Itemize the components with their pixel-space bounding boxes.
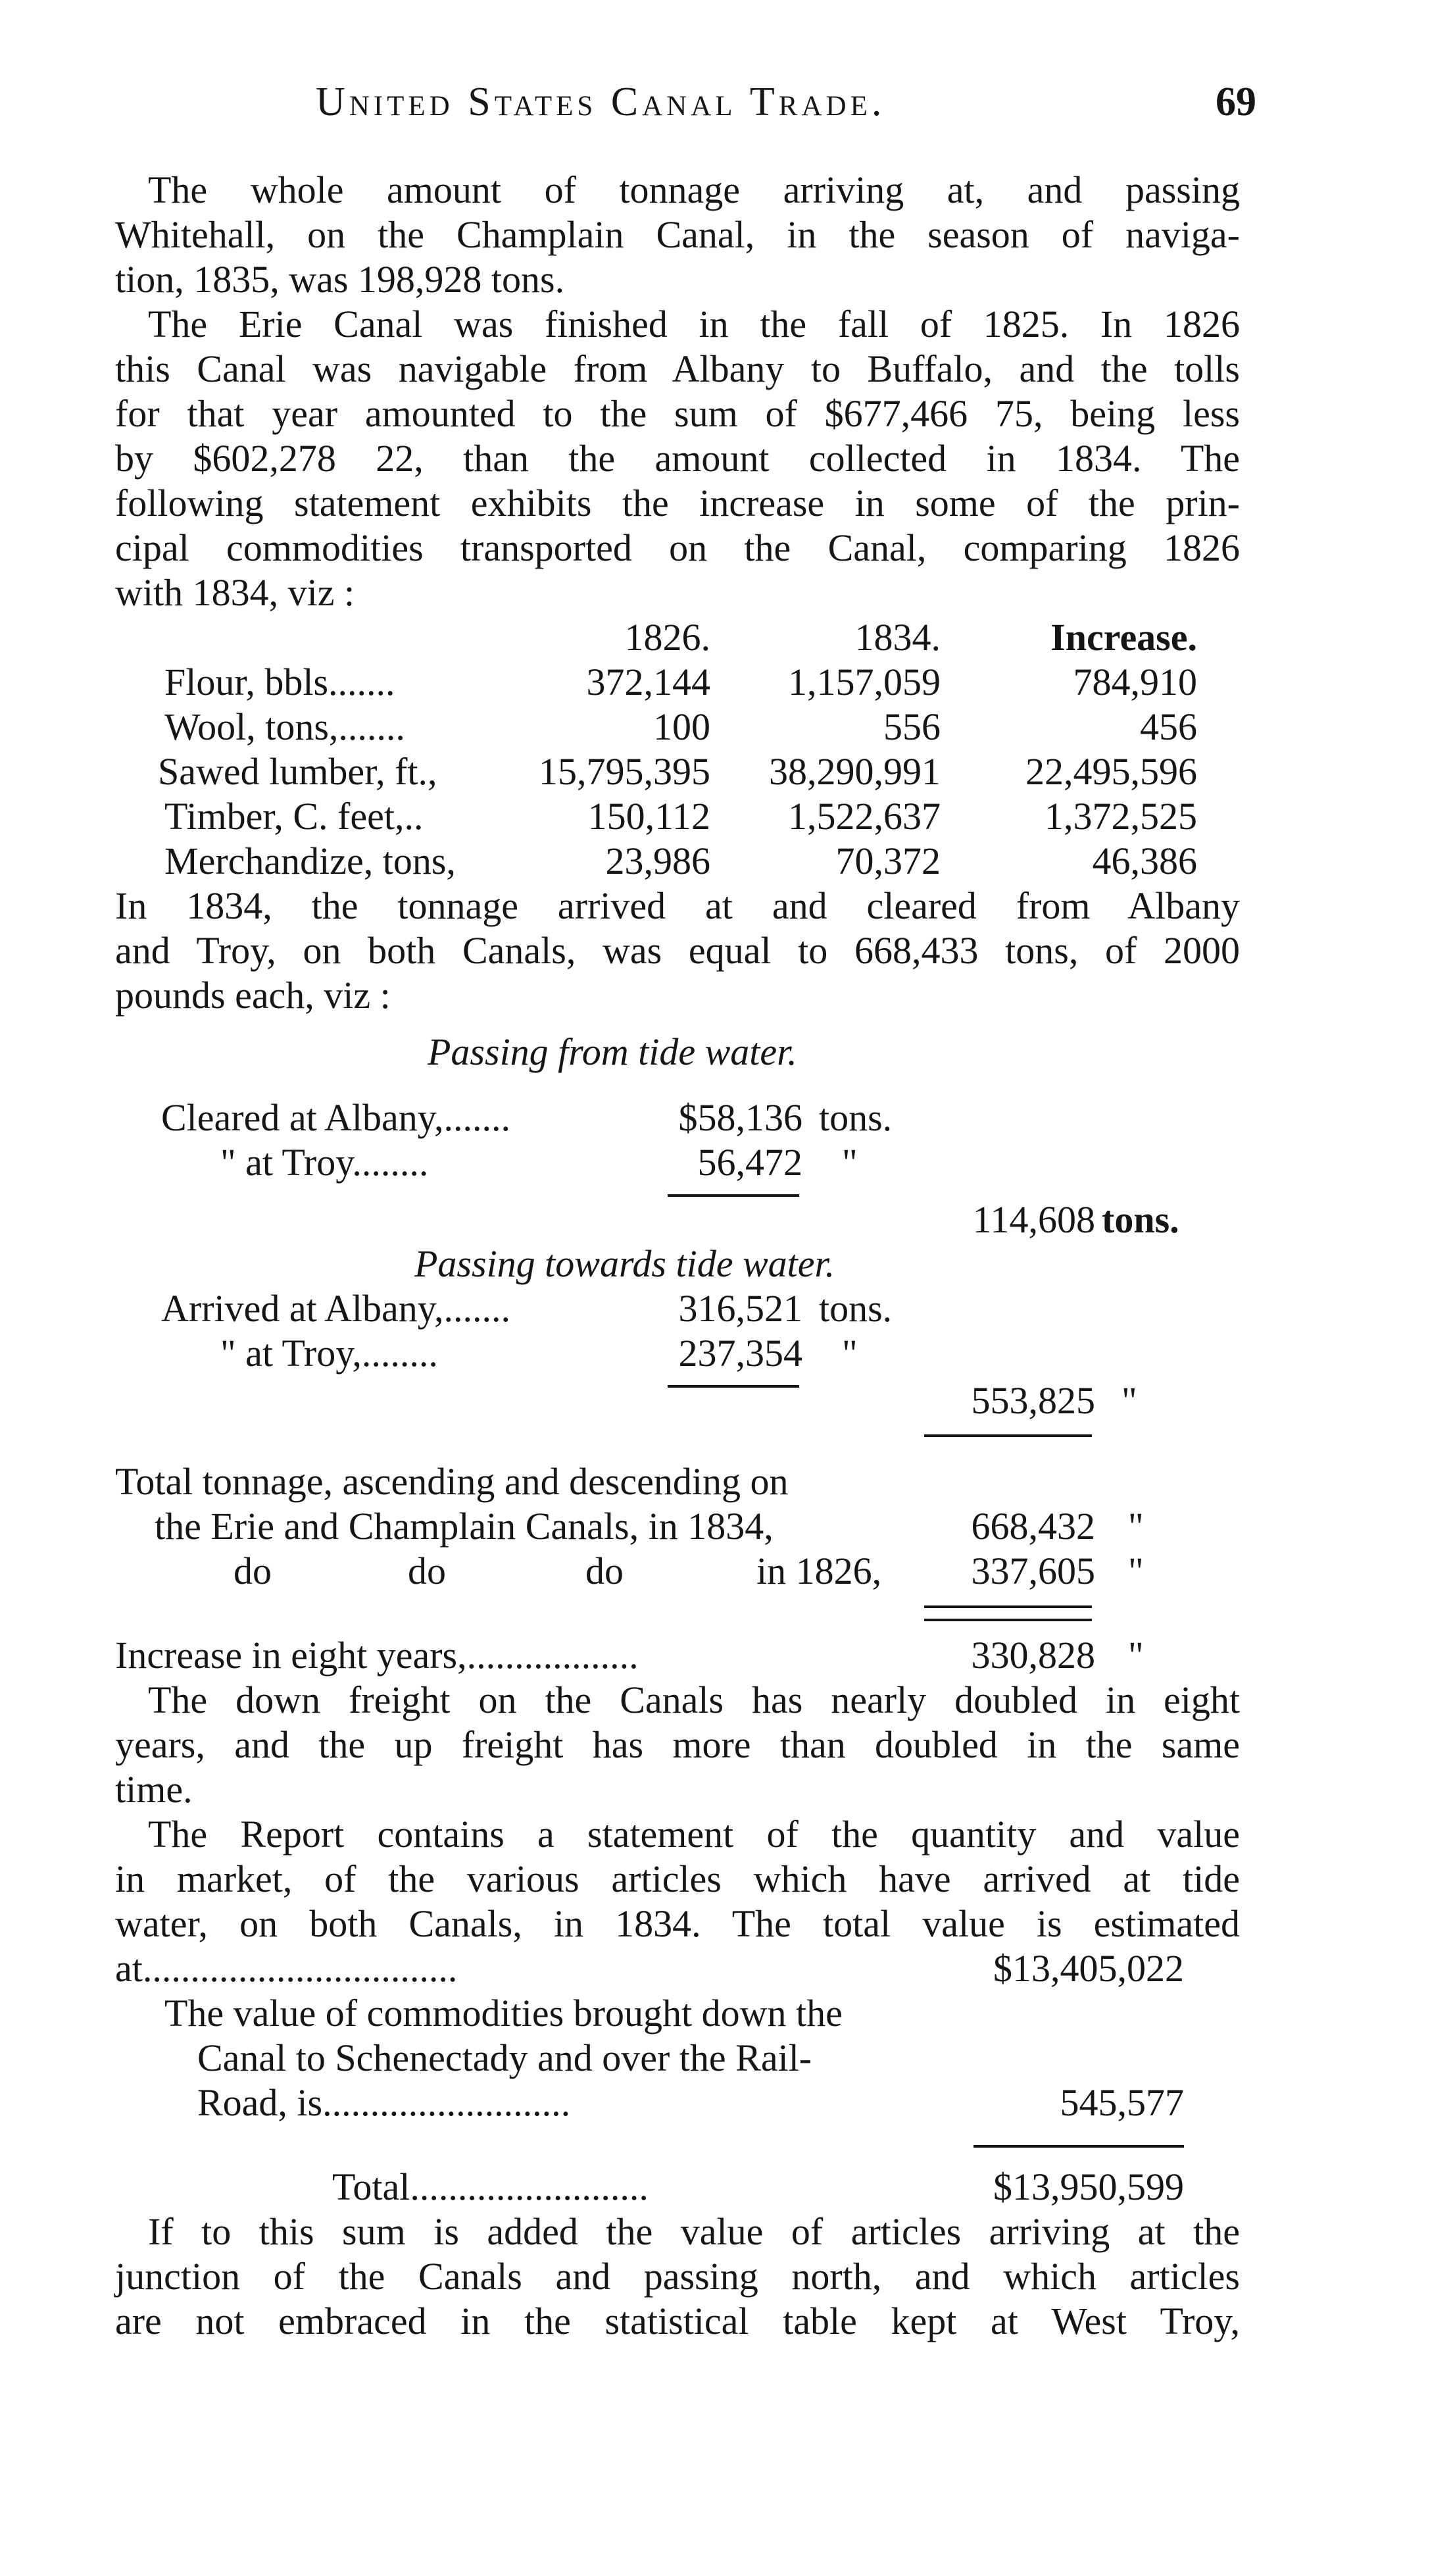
para2-line: for that year amounted to the sum of $677,466 75, being less [115,392,1240,435]
tonnage-label: " at Troy........ [220,1141,429,1184]
tonnage-value: 316,521 [678,1287,802,1330]
commodity-1834: 556 [883,705,941,748]
commodity-1826: 23,986 [605,840,710,882]
value-at-amount: $13,405,022 [993,1947,1184,1990]
sum-rule [924,1605,1092,1608]
subtotal-value: 114,608 [972,1198,1095,1241]
commodity-1834: 1,522,637 [788,795,941,838]
col-header-increase: Increase. [1050,616,1197,659]
tonnage-unit: tons. [819,1287,893,1330]
section-heading-towards-tide: Passing towards tide water. [414,1242,835,1285]
value-total-amount: $13,950,599 [993,2165,1184,2208]
page-header-title: United States Canal Trade. [316,80,886,124]
para6-line: are not embraced in the statistical table kept at West Troy, [115,2300,1240,2342]
section-heading-from-tide: Passing from tide water. [428,1030,797,1073]
commodity-label: Flour, bbls....... [164,661,395,703]
sum-rule [924,1434,1092,1437]
subtotal-unit: tons. [1102,1198,1179,1241]
para1-line: Whitehall, on the Champlain Canal, in the season of naviga- [115,213,1240,256]
ditto-mark: " [1128,1550,1144,1592]
para2-line: with 1834, viz : [115,571,355,614]
tonnage-unit: " [842,1332,858,1375]
commodity-value-line: The value of commodities brought down the [164,1992,843,2034]
sum-rule [668,1385,799,1388]
value-at-label: at................................. [115,1947,458,1990]
commodity-1826: 15,795,395 [539,750,710,793]
commodity-label: Sawed lumber, ft., [158,750,437,793]
para5-line: The Report contains a statement of the quantity and value [148,1813,1240,1856]
para1-line: tion, 1835, was 198,928 tons. [115,258,565,301]
value-total-label: Total......................... [332,2165,649,2208]
para3-line: and Troy, on both Canals, was equal to 668,433 tons, of 2000 [115,929,1240,972]
ditto-word: do [408,1550,446,1592]
commodity-increase: 784,910 [1073,661,1197,703]
commodity-increase: 456 [1140,705,1197,748]
para6-line: If to this sum is added the value of articles arriving at the [148,2210,1240,2253]
col-header-1826: 1826. [624,616,710,659]
commodity-value-line: Road, is.......................... [197,2081,571,2124]
commodity-increase: 46,386 [1092,840,1197,882]
subtotal-value: 553,825 [971,1379,1095,1422]
commodity-increase: 1,372,525 [1045,795,1197,838]
commodity-value-line: Canal to Schenectady and over the Rail- [197,2036,812,2079]
commodity-label: Timber, C. feet,.. [164,795,424,838]
ditto-mark: " [1128,1505,1144,1548]
total-tonnage-line: the Erie and Champlain Canals, in 1834, [155,1505,774,1548]
commodity-label: Merchandize, tons, [164,840,456,882]
sum-rule [973,2145,1184,2148]
commodity-1826: 150,112 [587,795,710,838]
tonnage-value: 237,354 [678,1332,802,1375]
para2-line: The Erie Canal was finished in the fall of 1825. In 1826 [148,303,1240,345]
ditto-word: do [234,1550,272,1592]
para2-line: by $602,278 22, than the amount collected in 1834. The [115,437,1240,480]
subtotal-unit: " [1121,1379,1137,1422]
para5-line: in market, of the various articles which have arrived at tide [115,1857,1240,1900]
para4-line: The down freight on the Canals has nearly doubled in eight [148,1679,1240,1721]
tonnage-value: $58,136 [678,1096,802,1139]
para3-line: pounds each, viz : [115,974,391,1017]
commodity-label: Wool, tons,....... [164,705,405,748]
tonnage-label: Arrived at Albany,....... [161,1287,511,1330]
commodity-value-amount: 545,577 [1060,2081,1184,2124]
increase-value: 330,828 [971,1634,1095,1677]
tonnage-label: Cleared at Albany,....... [161,1096,510,1139]
ditto-mark: " [1128,1634,1144,1677]
commodity-1826: 372,144 [586,661,710,703]
running-header [105,79,1256,132]
para4-line: time. [115,1768,193,1811]
ditto-word: do [585,1550,624,1592]
total-tonnage-line: Total tonnage, ascending and descending on [115,1460,789,1503]
sum-rule [924,1619,1092,1621]
para3-line: In 1834, the tonnage arrived at and cleared from Albany [115,884,1240,927]
commodity-increase: 22,495,596 [1025,750,1197,793]
tonnage-label: " at Troy,........ [220,1332,438,1375]
commodity-1834: 1,157,059 [788,661,941,703]
commodity-1826: 100 [653,705,710,748]
page-number: 69 [1216,80,1256,124]
commodity-1834: 70,372 [835,840,941,882]
total-tonnage-1834: 668,432 [971,1505,1095,1548]
para1-line: The whole amount of tonnage arriving at, and passing [148,168,1240,211]
para2-line: cipal commodities transported on the Canal, comparing 1826 [115,526,1240,569]
para2-line: this Canal was navigable from Albany to Buffalo, and the tolls [115,347,1240,390]
total-tonnage-1826: 337,605 [971,1550,1095,1592]
tonnage-unit: " [842,1141,858,1184]
para6-line: junction of the Canals and passing north, and which articles [115,2255,1240,2298]
para2-line: following statement exhibits the increase in some of the prin- [115,482,1240,524]
increase-label: Increase in eight years,.................. [115,1634,639,1677]
para4-line: years, and the up freight has more than doubled in the same [115,1723,1240,1766]
ditto-word: in 1826, [756,1550,882,1592]
sum-rule [668,1194,799,1197]
commodity-1834: 38,290,991 [769,750,941,793]
tonnage-value: 56,472 [697,1141,802,1184]
para5-line: water, on both Canals, in 1834. The total value is estimated [115,1902,1240,1945]
col-header-1834: 1834. [854,616,941,659]
tonnage-unit: tons. [819,1096,893,1139]
